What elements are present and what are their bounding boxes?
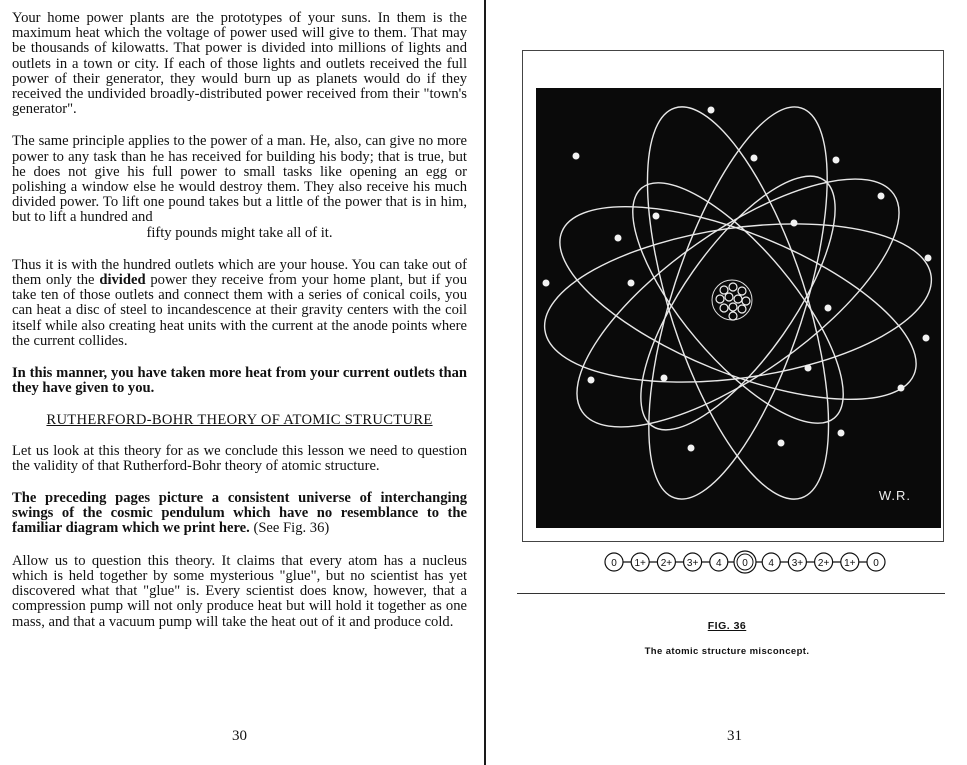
electron xyxy=(825,305,832,312)
left-text-column xyxy=(12,11,467,647)
paragraph-question-theory: Allow us to question this theory. It claims that every atom has a nucleus which is held together by some mysterious "glue", but no scientist has yet discovered what that "glue" is. Every scientist does know, however, that a compression pump will not only produce heat but will hold it together as one mass, and that a vacuum pump will take the heat out of it and produce cold. xyxy=(12,552,467,630)
electron xyxy=(653,213,660,220)
atom-figure xyxy=(536,88,941,528)
right-page xyxy=(487,0,967,765)
scale-node-label: 2+ xyxy=(817,558,830,569)
electron xyxy=(833,157,840,164)
electrons xyxy=(543,107,932,452)
scale-node-label: 0 xyxy=(742,558,748,569)
figure-rule xyxy=(517,593,945,594)
nucleon xyxy=(738,287,746,295)
electron xyxy=(615,235,622,242)
paragraph-preceding-pages-ref: (See Fig. 36) xyxy=(249,520,330,537)
figure-label: FIG. 36 xyxy=(707,620,747,632)
pendulum-scale xyxy=(602,548,888,576)
nucleon xyxy=(720,304,728,312)
electron xyxy=(708,107,715,114)
scale-node-label: 3+ xyxy=(686,558,699,569)
nucleon xyxy=(729,303,737,311)
nucleus xyxy=(712,280,752,320)
nucleon xyxy=(729,283,737,291)
page-number-left: 30 xyxy=(232,728,247,744)
nucleon xyxy=(716,295,724,303)
paragraph-outlets-a: Thus it is with the hundred outlets which are your house. You can take out of them only the xyxy=(12,256,467,289)
nucleon xyxy=(734,295,742,303)
scale-node-label: 4 xyxy=(716,558,722,569)
paragraph-power-of-man-tail: fifty pounds might take all of it. xyxy=(146,224,333,241)
paragraph-outlets-b: power they receive from your home plant, but if you take ten of those outlets and connect them with a series of conical coils, you can heat a disc of steel to incandescence at their gravity centers with the coil itself while also creating heat units with the current at the anode points where the current collides. xyxy=(12,272,467,349)
scale-node-label: 1+ xyxy=(634,558,646,569)
paragraph-theory-intro: Let us look at this theory for as we conclude this lesson we need to question the validity of that Rutherford-Bohr theory of atomic structure. xyxy=(12,442,467,474)
section-heading: RUTHERFORD-BOHR THEORY OF ATOMIC STRUCTURE xyxy=(46,412,433,429)
atom-diagram xyxy=(536,88,941,528)
electron xyxy=(791,220,798,227)
electron xyxy=(923,335,930,342)
nucleon xyxy=(725,293,733,301)
nucleon xyxy=(720,286,728,294)
paragraph-outlets-bold: divided xyxy=(99,272,146,289)
electron xyxy=(573,153,580,160)
scale-node-label: 3+ xyxy=(791,558,804,569)
electron xyxy=(898,385,905,392)
figure-caption: The atomic structure misconcept. xyxy=(644,646,810,657)
paragraph-power-of-man-body: The same principle applies to the power of a man. He, also, can give no more power to any task than he has received for building his body; that is true, but he does not give his full power to small tasks like opening an egg or polishing a window else he would destroy them. They also receive his much divided power. To lift one pound takes but a little of the power that is in him, but to lift a hundred and xyxy=(12,133,467,226)
nucleon xyxy=(729,312,737,320)
scale-node-label: 0 xyxy=(873,558,879,569)
paragraph-conclusion-heat: In this manner, you have taken more heat from your current outlets than they have given to you. xyxy=(12,365,467,397)
page-number-right: 31 xyxy=(727,728,742,744)
scale-node-label: 4 xyxy=(768,558,774,569)
nucleon xyxy=(738,305,746,313)
electron xyxy=(688,445,695,452)
nucleon xyxy=(742,297,750,305)
artist-initials: W.R. xyxy=(878,488,911,503)
scale-nodes xyxy=(605,551,885,573)
electron xyxy=(925,255,932,262)
electron xyxy=(543,280,550,287)
electron xyxy=(878,193,885,200)
electron xyxy=(778,440,785,447)
electron xyxy=(588,377,595,384)
paragraph-outlets xyxy=(12,258,467,349)
paragraph-preceding-pages xyxy=(12,491,467,537)
electron xyxy=(661,375,668,382)
book-spine xyxy=(484,0,486,765)
electron xyxy=(751,155,758,162)
scale-node-label: 0 xyxy=(611,558,617,569)
scale-node-label: 2+ xyxy=(660,558,673,569)
paragraph-power-plants: Your home power plants are the prototypes of your suns. In them is the maximum heat which the voltage of power used will give to them. That may be thousands of kilowatts. That power is divided into millions of lights and outlets in a town or city. If each of those lights and outlets received the full power of their generator, they would burn up as planets would do if they received the undivided broadly-distributed power received from their "town's generator". xyxy=(12,10,467,118)
paragraph-power-of-man xyxy=(12,134,467,240)
paragraph-preceding-pages-bold: The preceding pages picture a consistent universe of interchanging swings of the cosmic pendulum which have no resemblance to the familiar diagram which we print here. xyxy=(12,490,467,537)
electron xyxy=(628,280,635,287)
electron xyxy=(838,430,845,437)
scale-node-label: 1+ xyxy=(844,558,856,569)
electron xyxy=(805,365,812,372)
